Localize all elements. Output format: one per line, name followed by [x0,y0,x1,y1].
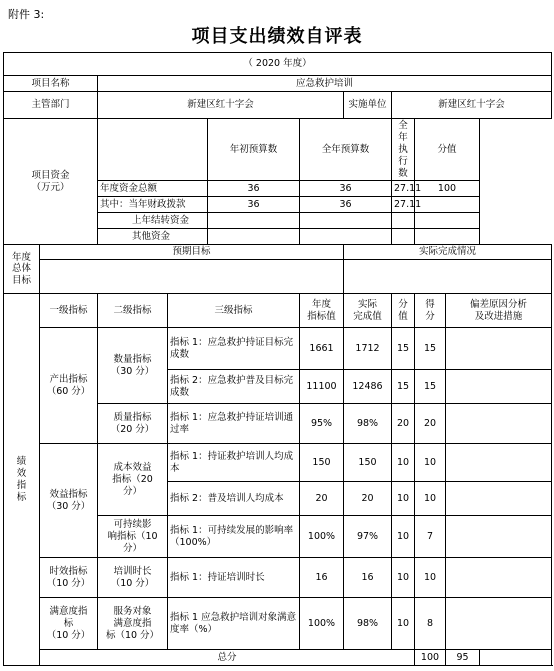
level2-service: 服务对象 满意度指 标（10 分） [98,598,168,650]
level1-timeliness: 时效指标 （10 分） [40,558,98,598]
level2-sustain: 可持续影 响指标（10 分） [98,516,168,558]
dept-value: 新建区红十字会 [98,92,344,119]
impl-unit-value: 新建区红十字会 [392,92,552,119]
funds-row: 年度资金总额 36 36 27.11 100 [4,181,552,197]
ind-header-actual: 实际 完成值 [344,294,392,328]
ind-header-l3: 三级指标 [168,294,300,328]
level2-quantity: 数量指标 （30 分） [98,328,168,404]
funds-row: 其他资金 [4,229,552,245]
project-name-value: 应急救护培训 [98,76,552,92]
expected-goal-content [40,260,344,294]
level2-quality: 质量指标 （20 分） [98,404,168,444]
ind-header-target: 年度 指标值 [300,294,344,328]
actual-done-content [344,260,552,294]
table-row: 指标 2：普及培训人均成本 20 20 10 10 [4,482,552,516]
funds-row: 其中：当年财政拨款 36 36 27.11 [4,197,552,213]
funds-header-0: 年初预算数 [208,119,300,181]
funds-label: 项目资金 （万元） [4,119,98,245]
ind-header-got: 得 分 [415,294,446,328]
table-row: 指标 2：应急救护普及目标完成数 11100 12486 15 15 [4,370,552,404]
table-row: 时效指标 （10 分） 培训时长 （10 分） 指标 1：持证培训时长 16 16 10 10 [4,558,552,598]
table-row: 可持续影 响指标（10 分） 指标 1：可持续发展的影响率（100%） 100% 97% 10 7 [4,516,552,558]
level2-cost: 成本效益 指标（20 分） [98,444,168,516]
ind-header-analysis: 偏差原因分析 及改进措施 [446,294,552,328]
funds-header-1: 全年预算数 [300,119,392,181]
total-score: 100 [415,650,446,666]
ind-header-l2: 二级指标 [98,294,168,328]
level1-satisfaction: 满意度指 标 （10 分） [40,598,98,650]
table-row: 满意度指 标 （10 分） 服务对象 满意度指 标（10 分） 指标 1 应急救护培训对象满意度率（%） 100% 98% 10 8 [4,598,552,650]
total-row [4,650,552,666]
level2-training: 培训时长 （10 分） [98,558,168,598]
year-line: （ 2020 年度） [4,53,552,76]
level1-output: 产出指标 （60 分） [40,328,98,444]
perf-label: 绩 效 指 标 [4,294,40,666]
dept-label: 主管部门 [4,92,98,119]
actual-done-label: 实际完成情况 [344,245,552,260]
expected-goal-label: 预期目标 [40,245,344,260]
funds-corner [98,119,208,181]
ind-header-score: 分 值 [392,294,415,328]
impl-unit-label: 实施单位 [344,92,392,119]
total-got: 95 [446,650,480,666]
year-goal-label: 年度 总体 目标 [4,245,40,294]
table-row: 产出指标 （60 分） 数量指标 （30 分） 指标 1：应急救护持证目标完成数 1661 1712 15 15 [4,328,552,370]
project-name-label: 项目名称 [4,76,98,92]
table-row: 质量指标 （20 分） 指标 1：应急救护持证培训通过率 95% 98% 20 20 [4,404,552,444]
funds-header-2: 全年执行数 [392,119,415,181]
ind-header-l1: 一级指标 [40,294,98,328]
funds-row: 上年结转资金 [4,213,552,229]
level1-benefit: 效益指标 （30 分） [40,444,98,558]
table-row: 效益指标 （30 分） 成本效益 指标（20 分） 指标 1：持证救护培训人均成本 150 150 10 10 [4,444,552,482]
page-title: 项目支出绩效自评表 [191,26,363,47]
funds-header-3: 分值 [415,119,480,181]
total-label: 总分 [40,650,415,666]
evaluation-table [3,52,552,666]
attachment-label: 附件 3: [8,8,45,21]
